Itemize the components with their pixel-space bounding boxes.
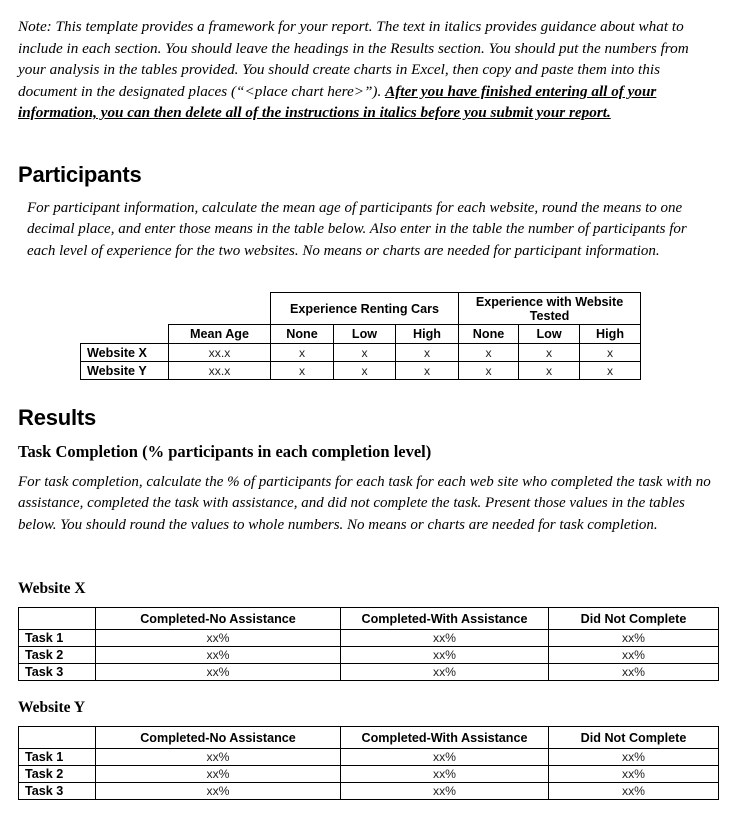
- task-y-cell-task2-did-not-complete[interactable]: xx%: [549, 766, 719, 783]
- participants-instructions: For participant information, calculate the mean age of participants for each website, round the means to one decimal place, and enter those means in the table below. Also enter in the table the number of participants for each level of experience for the two websites. No means or charts are needed for participant information.: [27, 200, 687, 259]
- task-x-corner-blank: [19, 608, 96, 630]
- intro-note-lead: Note:: [18, 18, 52, 35]
- task-x-cell-task3-no-assistance[interactable]: xx%: [96, 664, 341, 681]
- task-x-header-row: [19, 608, 719, 630]
- task-y-corner-blank: [19, 727, 96, 749]
- table-row: [81, 362, 641, 380]
- participants-cell-y-mean-age[interactable]: xx.x: [169, 362, 271, 380]
- intro-note-emphasis: After you have finished entering all of your information, you can then delete all of the instructions in italics before you submit your report.: [18, 82, 657, 121]
- task-y-col-header-with-assistance: Completed-With Assistance: [341, 727, 549, 749]
- task-x-col-header-no-assistance: Completed-No Assistance: [96, 608, 341, 630]
- participants-col-header-renting-high: High: [396, 325, 459, 344]
- participants-group-header-renting: Experience Renting Cars: [271, 293, 459, 325]
- participants-corner-blank-1: [81, 293, 169, 325]
- table-row: [19, 664, 719, 681]
- task-x-col-header-did-not-complete: Did Not Complete: [549, 608, 719, 630]
- task-completion-table-website-x: [18, 607, 719, 681]
- heading-task-completion: Task Completion (% participants in each completion level): [18, 442, 432, 461]
- heading-website-y: Website Y: [18, 699, 86, 716]
- task-y-header-row: [19, 727, 719, 749]
- task-y-row-label-task-1: Task 1: [19, 749, 96, 766]
- table-row: [19, 749, 719, 766]
- task-x-row-label-task-2: Task 2: [19, 647, 96, 664]
- task-x-cell-task2-no-assistance[interactable]: xx%: [96, 647, 341, 664]
- task-y-cell-task1-no-assistance[interactable]: xx%: [96, 749, 341, 766]
- table-row: [19, 647, 719, 664]
- task-x-cell-task1-with-assistance[interactable]: xx%: [341, 630, 549, 647]
- task-completion-table-website-y: [18, 726, 719, 800]
- participants-col-header-renting-low: Low: [334, 325, 396, 344]
- participants-col-header-website-high: High: [580, 325, 641, 344]
- table-row: [19, 766, 719, 783]
- participants-column-header-row: [81, 325, 641, 344]
- participants-instructions-block: [27, 198, 699, 262]
- participants-rowlabel-blank: [81, 325, 169, 344]
- heading-results: Results: [18, 405, 97, 430]
- participants-col-header-renting-none: None: [271, 325, 334, 344]
- participants-cell-x-website-low[interactable]: x: [519, 344, 580, 362]
- participants-corner-blank-2: [169, 293, 271, 325]
- task-x-cell-task1-did-not-complete[interactable]: xx%: [549, 630, 719, 647]
- task-y-col-header-did-not-complete: Did Not Complete: [549, 727, 719, 749]
- task-x-cell-task1-no-assistance[interactable]: xx%: [96, 630, 341, 647]
- participants-cell-x-mean-age[interactable]: xx.x: [169, 344, 271, 362]
- task-x-row-label-task-3: Task 3: [19, 664, 96, 681]
- task-completion-instructions-block: [18, 472, 718, 536]
- task-y-col-header-no-assistance: Completed-No Assistance: [96, 727, 341, 749]
- intro-note-text: [18, 16, 718, 124]
- participants-col-header-website-none: None: [459, 325, 519, 344]
- task-y-cell-task2-with-assistance[interactable]: xx%: [341, 766, 549, 783]
- task-x-cell-task3-with-assistance[interactable]: xx%: [341, 664, 549, 681]
- table-row: [81, 344, 641, 362]
- task-y-cell-task1-did-not-complete[interactable]: xx%: [549, 749, 719, 766]
- task-y-cell-task1-with-assistance[interactable]: xx%: [341, 749, 549, 766]
- task-x-row-label-task-1: Task 1: [19, 630, 96, 647]
- heading-participants: Participants: [18, 162, 142, 187]
- task-x-cell-task2-did-not-complete[interactable]: xx%: [549, 647, 719, 664]
- participants-col-header-website-low: Low: [519, 325, 580, 344]
- participants-col-header-mean-age: Mean Age: [169, 325, 271, 344]
- task-y-row-label-task-3: Task 3: [19, 783, 96, 800]
- table-row: [19, 630, 719, 647]
- participants-cell-y-website-high[interactable]: x: [580, 362, 641, 380]
- participants-table: [80, 292, 641, 380]
- task-y-cell-task2-no-assistance[interactable]: xx%: [96, 766, 341, 783]
- participants-row-label-website-x: Website X: [81, 344, 169, 362]
- participants-cell-y-renting-high[interactable]: x: [396, 362, 459, 380]
- task-x-col-header-with-assistance: Completed-With Assistance: [341, 608, 549, 630]
- participants-cell-y-renting-low[interactable]: x: [334, 362, 396, 380]
- participants-cell-x-renting-low[interactable]: x: [334, 344, 396, 362]
- participants-cell-y-website-none[interactable]: x: [459, 362, 519, 380]
- task-y-cell-task3-with-assistance[interactable]: xx%: [341, 783, 549, 800]
- participants-group-header-website: Experience with Website Tested: [459, 293, 641, 325]
- task-y-row-label-task-2: Task 2: [19, 766, 96, 783]
- task-y-cell-task3-no-assistance[interactable]: xx%: [96, 783, 341, 800]
- task-completion-instructions: For task completion, calculate the % of participants for each task for each web site who completed the task with no assistance, completed the task with assistance, and did not complete the task. Present those values in the tables below. You should round the values to whole numbers. No means or charts are needed for task completion.: [18, 474, 711, 533]
- intro-note-body: This template provides a framework for your report. The text in italics provides guidance about what to include in each section. You should leave the headings in the Results section. You should put the numbers from your analysis in the tables provided. You should create charts in Excel, then copy and paste them into this document in the designated places (“<place chart here>”).: [18, 18, 689, 100]
- task-x-cell-task3-did-not-complete[interactable]: xx%: [549, 664, 719, 681]
- participants-cell-y-renting-none[interactable]: x: [271, 362, 334, 380]
- participants-cell-x-website-high[interactable]: x: [580, 344, 641, 362]
- intro-note: [18, 16, 718, 124]
- task-y-cell-task3-did-not-complete[interactable]: xx%: [549, 783, 719, 800]
- participants-row-label-website-y: Website Y: [81, 362, 169, 380]
- table-row: [19, 783, 719, 800]
- participants-cell-x-renting-none[interactable]: x: [271, 344, 334, 362]
- task-x-cell-task2-with-assistance[interactable]: xx%: [341, 647, 549, 664]
- participants-cell-y-website-low[interactable]: x: [519, 362, 580, 380]
- participants-cell-x-renting-high[interactable]: x: [396, 344, 459, 362]
- heading-website-x: Website X: [18, 580, 86, 597]
- participants-cell-x-website-none[interactable]: x: [459, 344, 519, 362]
- participants-group-header-row: [81, 293, 641, 325]
